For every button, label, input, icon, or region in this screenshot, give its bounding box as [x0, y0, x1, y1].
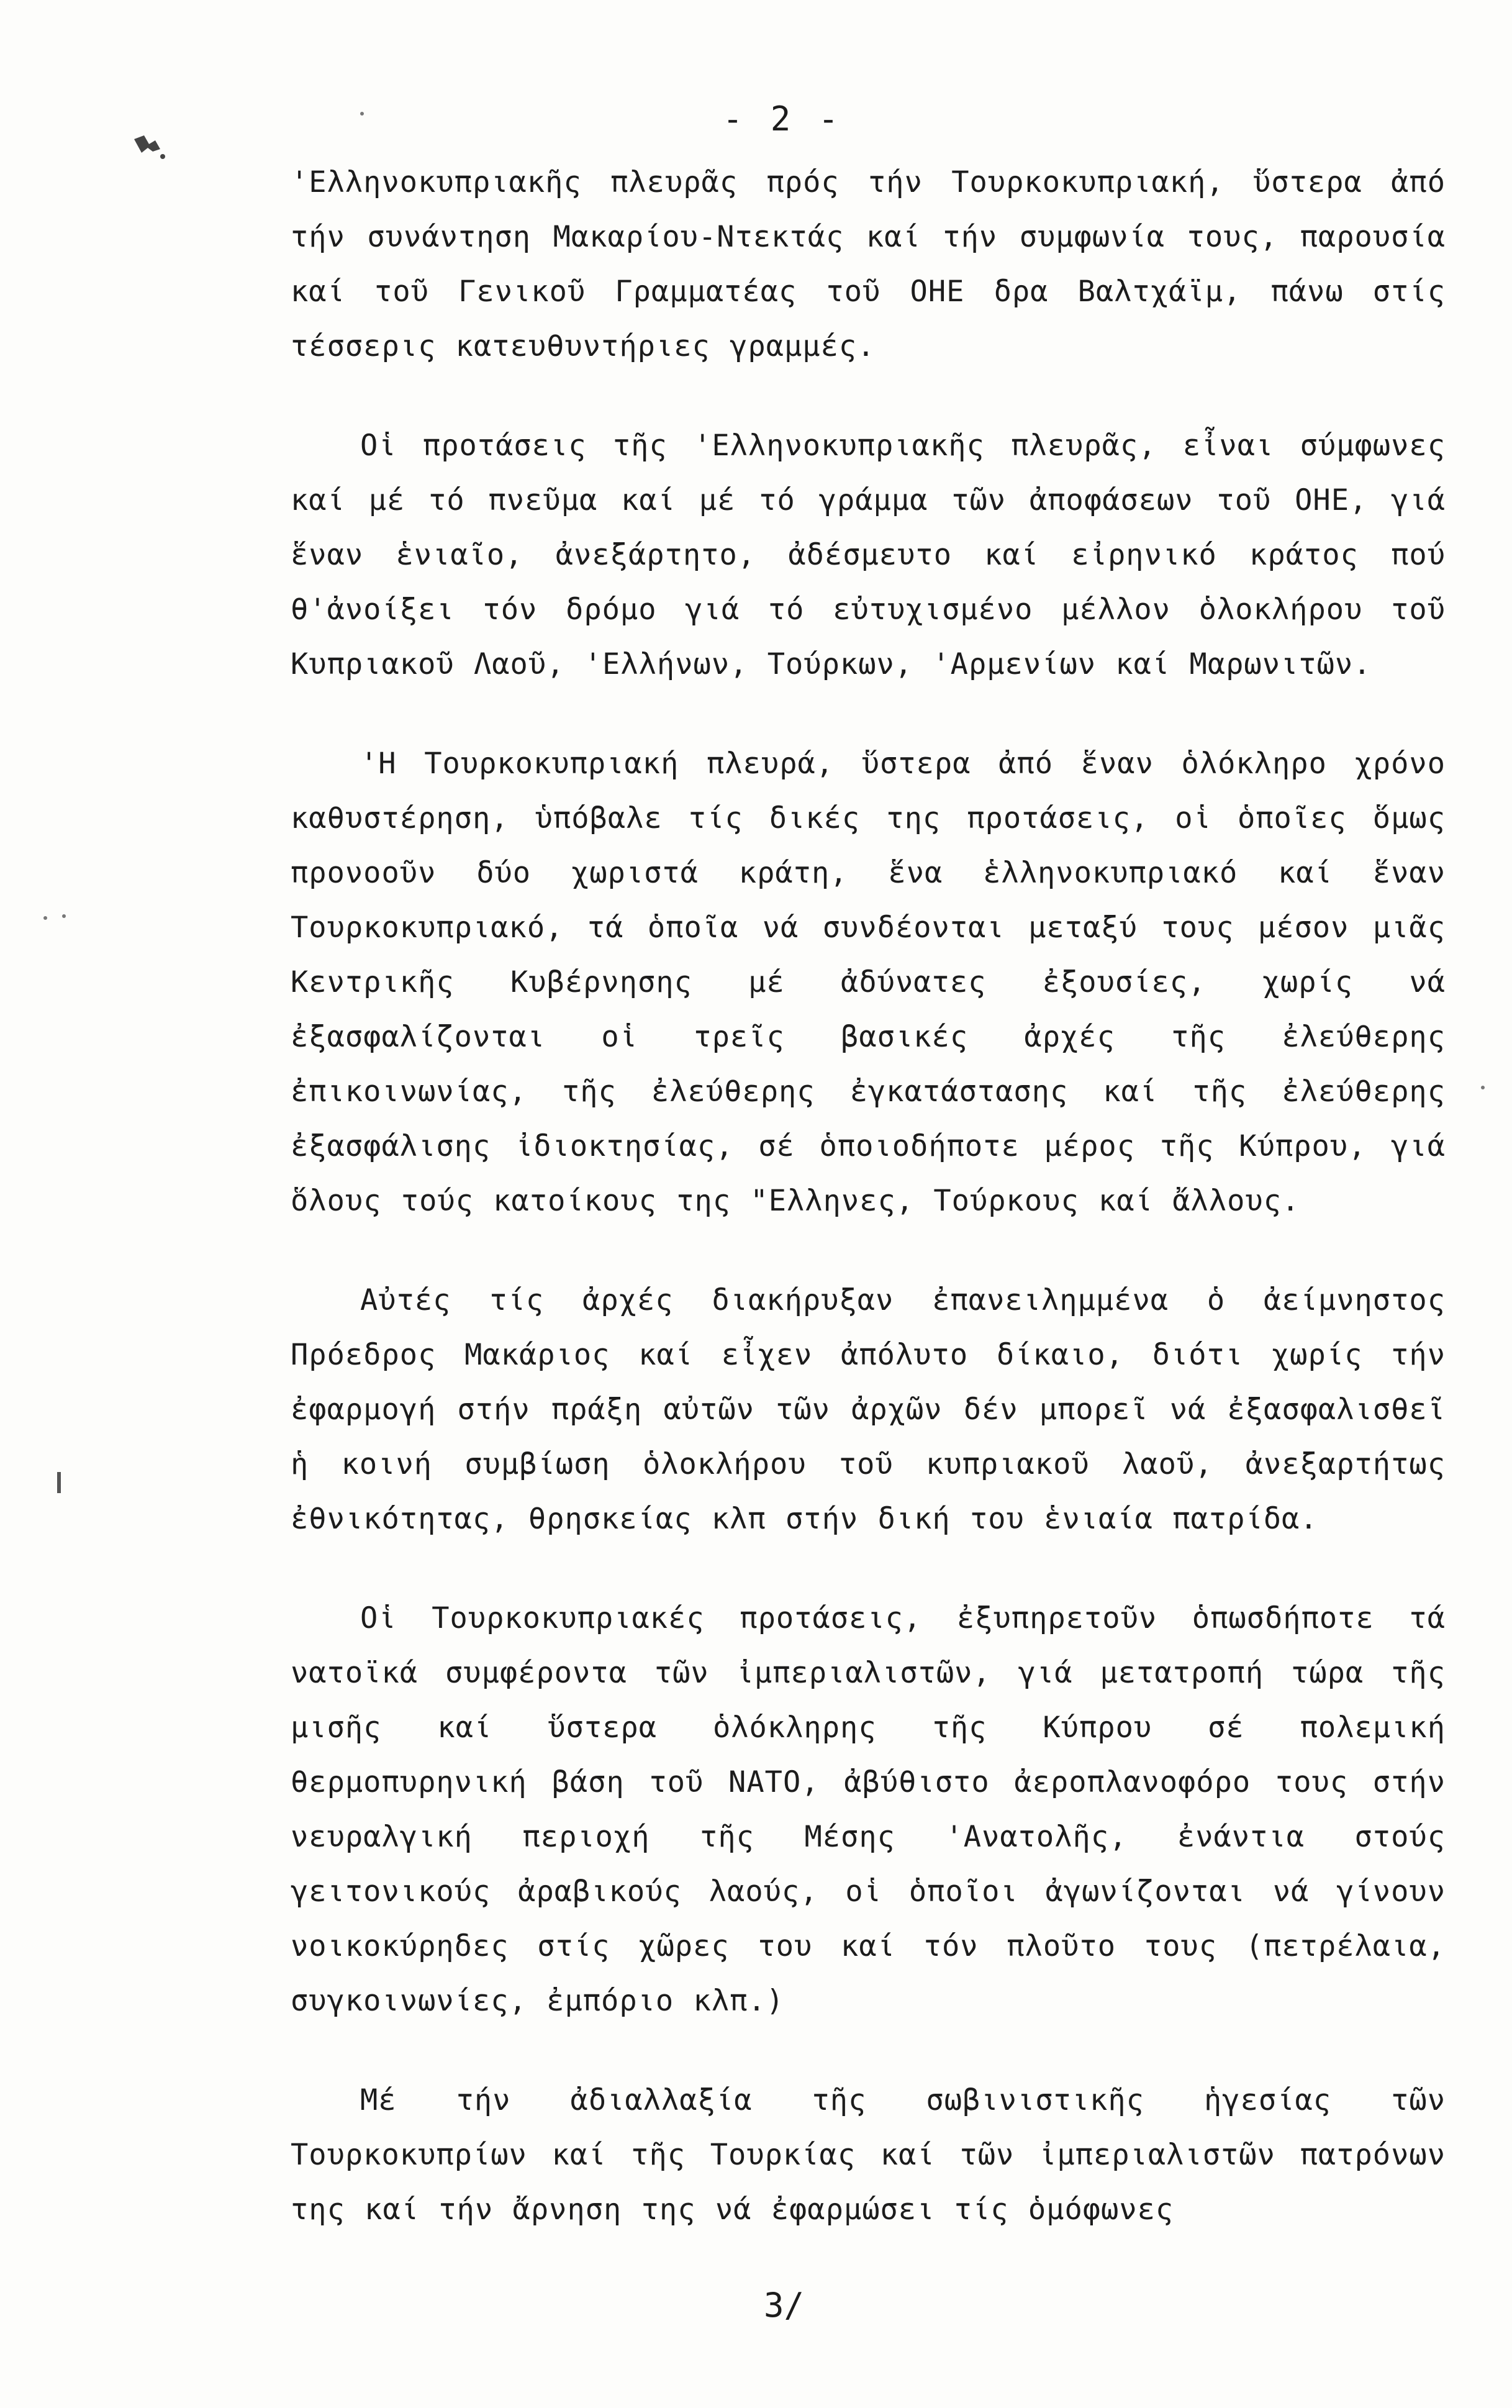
ink-mark-icon — [130, 130, 168, 161]
paragraph: Οἱ Τουρκοκυπριακές προτάσεις, ἐξυπηρετοῦν ὁπωσδήποτε τά νατοϊκά συμφέροντα τῶν ἰμπεριαλιστῶν, γιά μετατροπή τώρα τῆς μισῆς καί ὕστερα ὁλόκληρης τῆς Κύπρου σέ πολεμική θερμοπυρηνική βάση τοῦ ΝΑΤΟ, ἀβύθιστο ἀεροπλανοφόρο τους στήν νευραλγική περιοχή τῆς Μέσης 'Ανατολῆς, ἐνάντια στούς γειτονικούς ἀραβικούς λαούς, οἱ ὁποῖοι ἀγωνίζονται νά γίνουν νοικοκύρηδες στίς χῶρες του καί τόν πλοῦτο τους (πετρέλαια, συγκοινωνίες, ἐμπόριο κλπ.) — [291, 1601, 1446, 2018]
margin-tick-mark — [57, 1472, 61, 1493]
margin-dot — [360, 112, 364, 116]
continuation-marker: 3/ — [764, 2286, 805, 2325]
letter-body — [291, 155, 1446, 2282]
paragraph: 'Η Τουρκοκυπριακή πλευρά, ὕστερα ἀπό ἕναν ὁλόκληρο χρόνο καθυστέρηση, ὑπόβαλε τίς δικές της προτάσεις, οἱ ὁποῖες ὅμως προνοοῦν δύο χωριστά κράτη, ἕνα ἑλληνοκυπριακό καί ἕναν Τουρκοκυπριακό, τά ὁποῖα νά συνδέονται μεταξύ τους μέσον μιᾶς Κεντρικῆς Κυβέρνησης μέ ἀδύνατες ἐξουσίες, χωρίς νά ἐξασφαλίζονται οἱ τρεῖς βασικές ἀρχές τῆς ἐλεύθερης ἐπικοινωνίας, τῆς ἐλεύθερης ἐγκατάστασης καί τῆς ἐλεύθερης ἐξασφάλισης ἰδιοκτησίας, σέ ὁποιοδήποτε μέρος τῆς Κύπρου, γιά ὅλους τούς κατοίκους της "Ελληνες, Τούρκους καί ἄλλους. — [291, 747, 1446, 1218]
margin-dot — [1481, 1086, 1485, 1089]
margin-dot — [43, 916, 47, 920]
page-number: - 2 - — [722, 99, 843, 139]
paragraph: Οἱ προτάσεις τῆς 'Ελληνοκυπριακῆς πλευρᾶς, εἶναι σύμφωνες καί μέ τό πνεῦμα καί μέ τό γράμμα τῶν ἀποφάσεων τοῦ ΟΗΕ, γιά ἕναν ἑνιαῖο, ἀνεξάρτητο, ἀδέσμευτο καί εἰρηνικό κράτος πού θ'ἀνοίξει τόν δρόμο γιά τό εὐτυχισμένο μέλλον ὁλοκλήρου τοῦ Κυπριακοῦ Λαοῦ, 'Ελλήνων, Τούρκων, 'Αρμενίων καί Μαρωνιτῶν. — [291, 429, 1446, 681]
paragraph: Μέ τήν ἀδιαλλαξία τῆς σωβινιστικῆς ἡγεσίας τῶν Τουρκοκυπρίων καί τῆς Τουρκίας καί τῶν ἰμπεριαλιστῶν πατρόνων της καί τήν ἄρνηση της νά ἐφαρμώσει τίς ὁμόφωνες — [291, 2083, 1446, 2227]
margin-dot — [62, 914, 66, 918]
paragraph: Αὐτές τίς ἀρχές διακήρυξαν ἐπανειλημμένα ὁ ἀείμνηστος Πρόεδρος Μακάριος καί εἶχεν ἀπόλυτο δίκαιο, διότι χωρίς τήν ἐφαρμογή στήν πράξη αὐτῶν τῶν ἀρχῶν δέν μπορεῖ νά ἐξασφαλισθεῖ ἡ κοινή συμβίωση ὁλοκλήρου τοῦ κυπριακοῦ λαοῦ, ἀνεξαρτήτως ἐθνικότητας, θρησκείας κλπ στήν δική του ἑνιαία πατρίδα. — [291, 1283, 1446, 1536]
paragraph-continued: 'Ελληνοκυπριακῆς πλευρᾶς πρός τήν Τουρκοκυπριακή, ὕστερα ἀπό τήν συνάντηση Μακαρίου-Ντεκτάς καί τήν συμφωνία τους, παρουσία καί τοῦ Γενικοῦ Γραμματέας τοῦ ΟΗΕ δρα Βαλτχάϊμ, πάνω στίς τέσσερις κατευθυντήριες γραμμές. — [291, 165, 1446, 363]
